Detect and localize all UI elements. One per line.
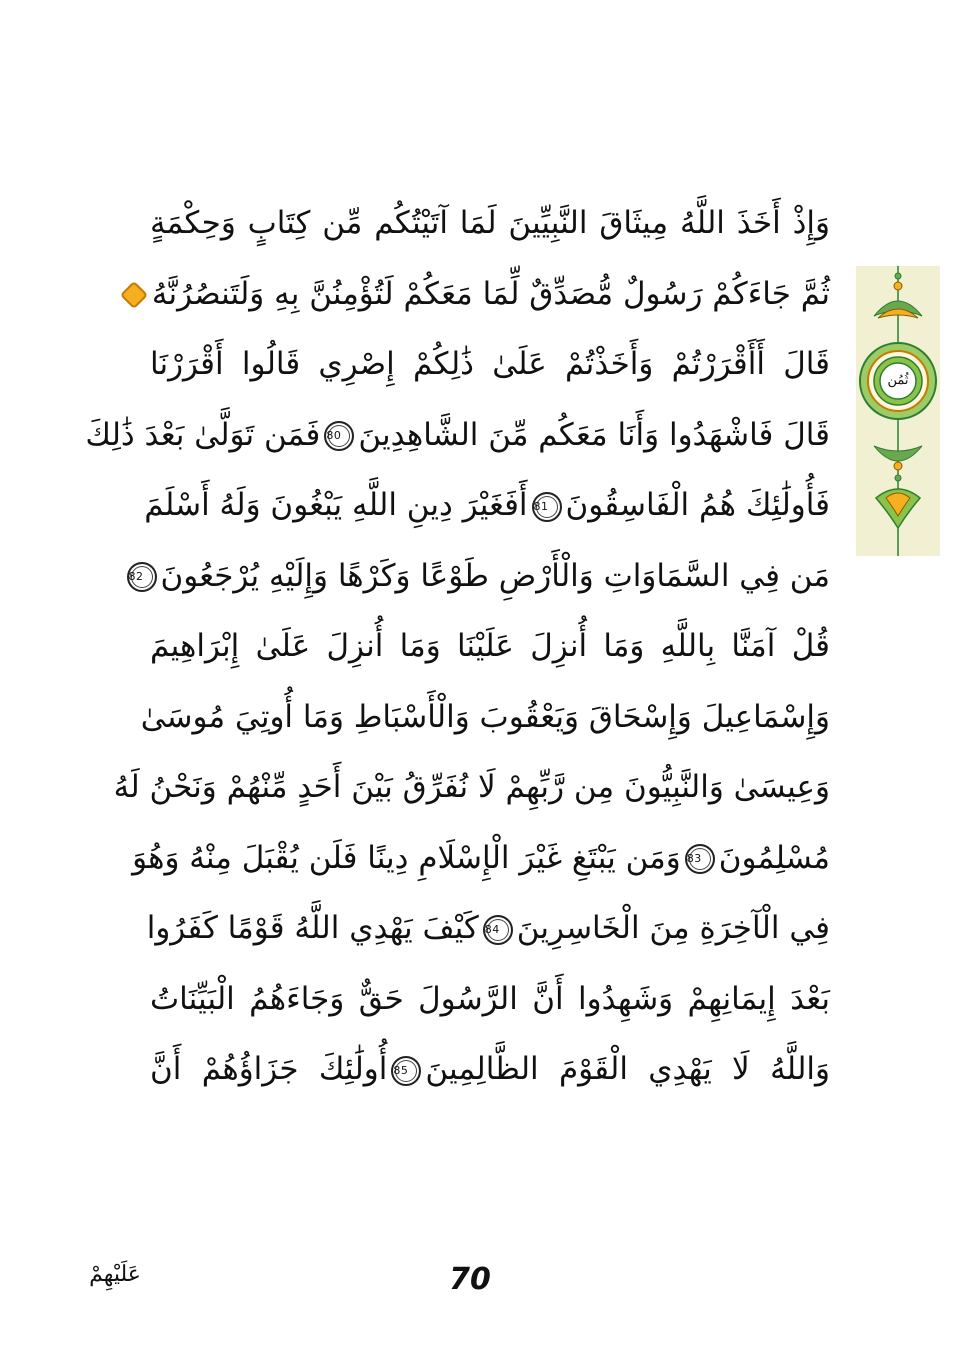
- text-line-3: [150, 329, 830, 400]
- hizb-marker-icon: [120, 281, 148, 309]
- text-line-12: [150, 964, 830, 1035]
- text-line-4: [85, 400, 830, 471]
- line-text: كَيْفَ يَهْدِي اللَّهُ قَوْمًا كَفَرُوا: [146, 910, 479, 946]
- line-text: ثُمَّ جَاءَكُمْ رَسُولٌ مُّصَدِّقٌ لِّمَا مَعَكُمْ لَتُؤْمِنُنَّ بِهِ وَلَتَنصُرُنَّهُ: [151, 275, 830, 312]
- page-number: 70: [449, 1262, 491, 1297]
- ayah-number-marker: 83: [685, 844, 715, 874]
- line-text: مُسْلِمُونَ: [718, 839, 830, 876]
- text-line-6: [128, 541, 830, 612]
- line-text: أَفَغَيْرَ دِينِ اللَّهِ يَبْغُونَ وَلَهُ أَسْلَمَ: [144, 487, 528, 523]
- text-line-9: [113, 752, 830, 823]
- margin-label: ثُمُن: [887, 373, 909, 388]
- line-text: مَن فِي السَّمَاوَاتِ وَالْأَرْضِ طَوْعًا وَكَرْهًا وَإِلَيْهِ يُرْجَعُونَ: [160, 557, 830, 594]
- text-line-10: [132, 823, 830, 894]
- ayah-number-marker: 82: [127, 562, 157, 592]
- line-text: فَأُولَٰئِكَ هُمُ الْفَاسِقُونَ: [565, 487, 830, 523]
- text-line-11: [146, 893, 830, 964]
- text-line-1: [150, 188, 830, 259]
- text-line-7: [150, 611, 830, 682]
- text-line-13: [150, 1034, 830, 1105]
- line-text: أُولَٰئِكَ جَزَاؤُهُمْ أَنَّ: [150, 1051, 388, 1087]
- line-text: وَإِسْمَاعِيلَ وَإِسْحَاقَ وَيَعْقُوبَ وَالْأَسْبَاطِ وَمَا أُوتِيَ مُوسَىٰ: [140, 698, 830, 735]
- quran-text-block: [85, 188, 830, 1105]
- line-text: قُلْ آمَنَّا بِاللَّهِ وَمَا أُنزِلَ عَلَيْنَا وَمَا أُنزِلَ عَلَىٰ إِبْرَاهِيمَ: [150, 628, 830, 664]
- ayah-number-marker: 81: [532, 492, 562, 522]
- hizb-margin-ornament: [856, 266, 940, 556]
- ayah-number-marker: 85: [391, 1056, 421, 1086]
- ayah-number-marker: 84: [483, 915, 513, 945]
- ornament-icon: [856, 266, 940, 556]
- line-text: وَعِيسَىٰ وَالنَّبِيُّونَ مِن رَّبِّهِمْ لَا نُفَرِّقُ بَيْنَ أَحَدٍ مِّنْهُمْ وَنَحْنُ لَهُ: [113, 769, 830, 805]
- line-text: وَإِذْ أَخَذَ اللَّهُ مِيثَاقَ النَّبِيِّينَ لَمَا آتَيْتُكُم مِّن كِتَابٍ وَحِكْمَةٍ: [150, 205, 830, 241]
- text-line-5: [144, 470, 830, 541]
- text-line-2: [150, 259, 830, 330]
- line-text: فَمَن تَوَلَّىٰ بَعْدَ ذَٰلِكَ: [85, 416, 321, 453]
- line-text: فِي الْآخِرَةِ مِنَ الْخَاسِرِينَ: [516, 910, 830, 946]
- line-text: بَعْدَ إِيمَانِهِمْ وَشَهِدُوا أَنَّ الرَّسُولَ حَقٌّ وَجَاءَهُمُ الْبَيِّنَاتُ: [150, 980, 830, 1017]
- text-line-8: [140, 682, 830, 753]
- line-text: قَالَ أَأَقْرَرْتُمْ وَأَخَذْتُمْ عَلَىٰ ذَٰلِكُمْ إِصْرِي قَالُوا أَقْرَرْنَا: [150, 346, 830, 382]
- line-text: وَمَن يَبْتَغِ غَيْرَ الْإِسْلَامِ دِينًا فَلَن يُقْبَلَ مِنْهُ وَهُوَ: [132, 839, 681, 876]
- catchword: عَلَيْهِمْ: [89, 1262, 141, 1287]
- line-text: وَاللَّهُ لَا يَهْدِي الْقَوْمَ الظَّالِمِينَ: [425, 1051, 830, 1087]
- line-text: قَالَ فَاشْهَدُوا وَأَنَا مَعَكُم مِّنَ الشَّاهِدِينَ: [358, 416, 830, 453]
- ayah-number-marker: 80: [324, 421, 354, 451]
